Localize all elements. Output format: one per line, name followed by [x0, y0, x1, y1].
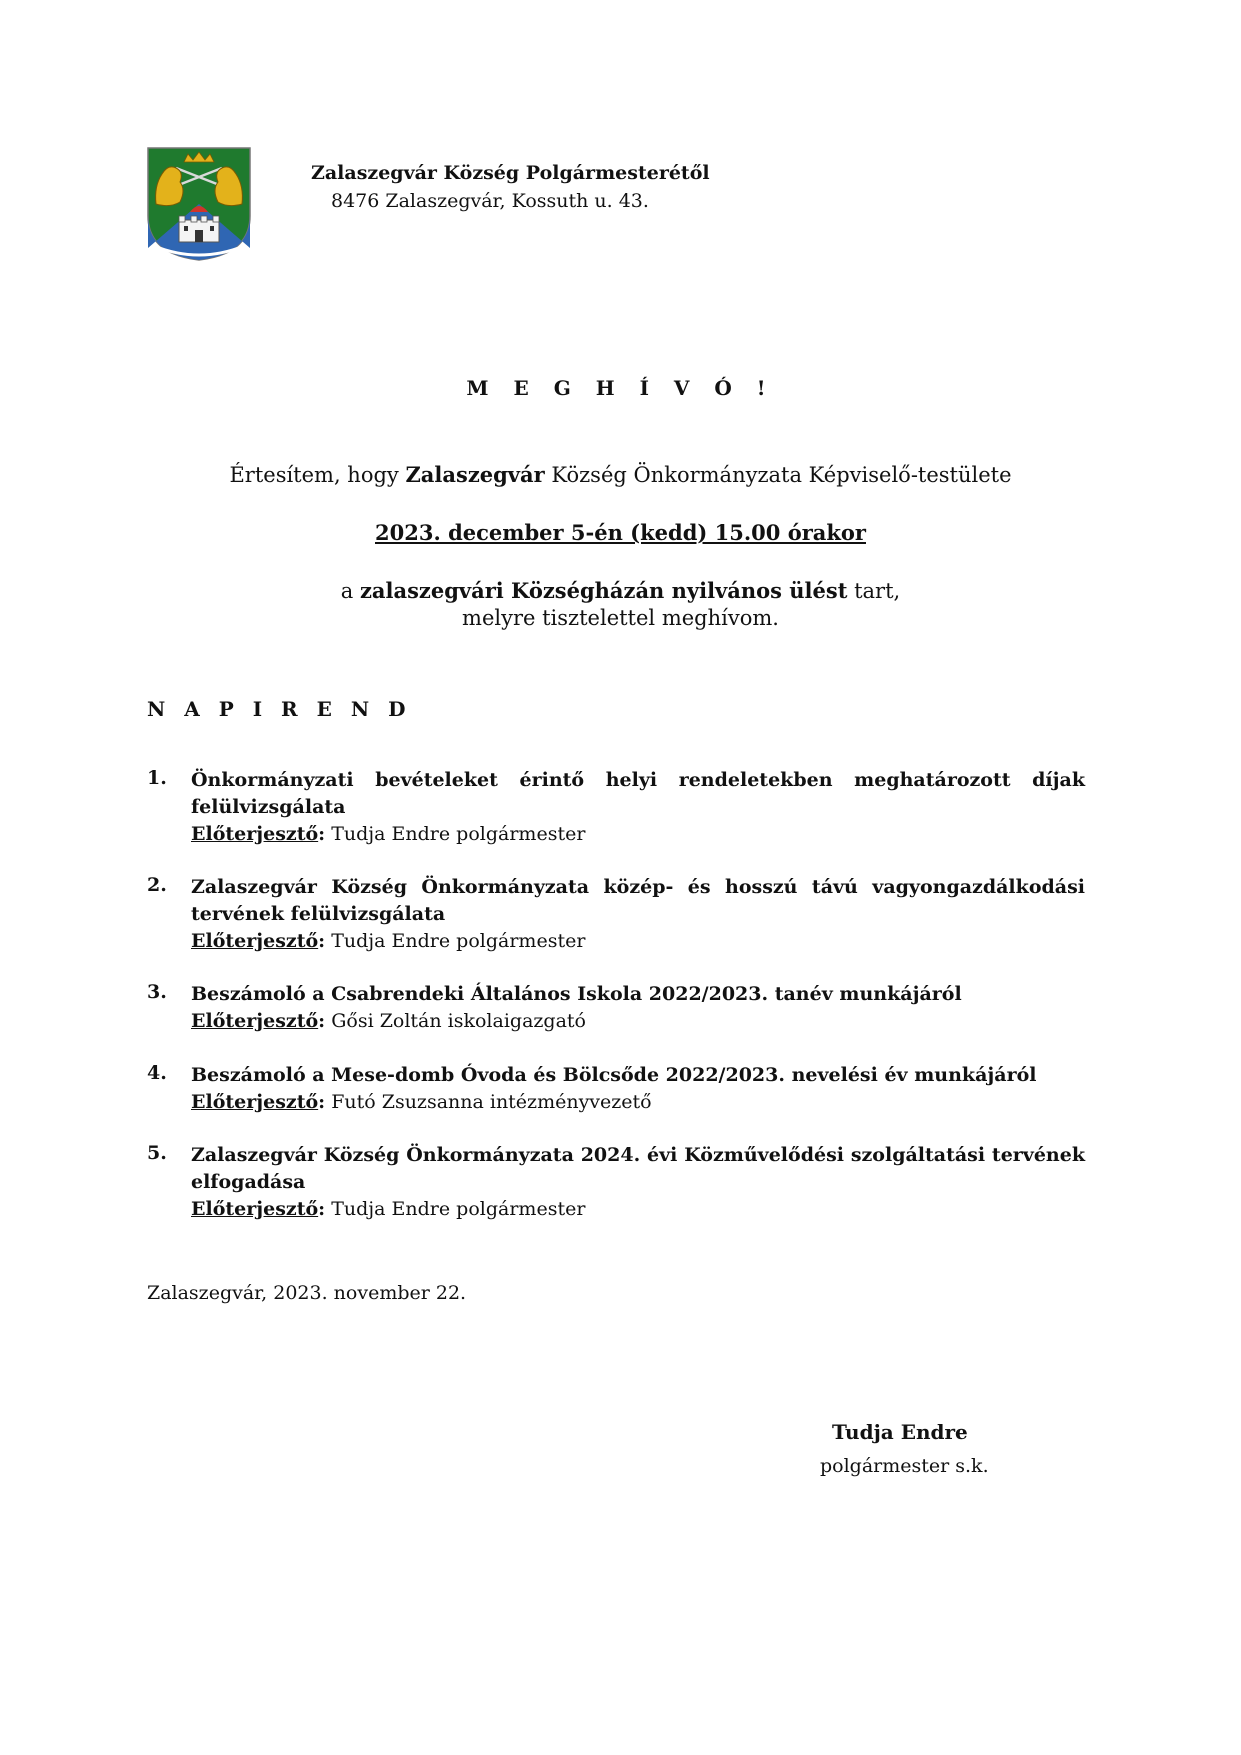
agenda-item-title: Beszámoló a Csabrendeki Általános Iskola 2022/2023. tanév munkájáról — [191, 983, 962, 1005]
venue-line — [0, 578, 1241, 603]
agenda-item-presenter — [191, 928, 1085, 955]
agenda-item-number: 4. — [147, 1062, 167, 1084]
agenda-item-presenter — [191, 1089, 1085, 1116]
presenter-name: Tudja Endre polgármester — [325, 1198, 586, 1220]
presenter-colon: : — [318, 1198, 326, 1220]
agenda-item-number: 3. — [147, 981, 167, 1003]
agenda-item-title: Zalaszegvár Község Önkormányzata közép- és hosszú távú vagyongazdálkodási tervének felülvizsgálata — [191, 876, 1085, 925]
place-and-date: Zalaszegvár, 2023. november 22. — [147, 1282, 467, 1304]
intro-municipality: Zalaszegvár — [405, 462, 545, 487]
agenda-item-title: Önkormányzati bevételeket érintő helyi rendeletekben meghatározott díjak felülvizsgálata — [191, 769, 1085, 818]
intro-pre: Értesítem, hogy — [229, 463, 406, 487]
venue-bold: zalaszegvári Községházán nyilvános ülést — [359, 578, 848, 603]
presenter-name: Tudja Endre polgármester — [325, 823, 586, 845]
agenda-item — [147, 1142, 1085, 1223]
agenda-item-title: Zalaszegvár Község Önkormányzata 2024. évi Közművelődési szolgáltatási tervének elfogadása — [191, 1144, 1085, 1193]
agenda-item-presenter — [191, 1196, 1085, 1223]
venue-pre: a — [340, 579, 360, 603]
presenter-colon: : — [318, 930, 326, 952]
agenda-item — [147, 767, 1085, 848]
presenter-colon: : — [318, 1091, 326, 1113]
meeting-datetime: 2023. december 5-én (kedd) 15.00 órakor — [375, 520, 866, 545]
presenter-label: Előterjesztő — [191, 1091, 319, 1113]
agenda-item-number: 5. — [147, 1142, 167, 1164]
agenda-item-presenter — [191, 821, 1085, 848]
sender-name: Zalaszegvár Község Polgármesterétől — [311, 162, 710, 184]
agenda-item-number: 1. — [147, 767, 167, 789]
document-title: M E G H Í V Ó ! — [466, 376, 775, 400]
presenter-colon: : — [318, 823, 326, 845]
venue-post: tart, — [847, 579, 901, 603]
agenda-item-number: 2. — [147, 874, 167, 896]
agenda-heading: N A P I R E N D — [147, 697, 412, 721]
intro-sentence — [0, 462, 1241, 487]
presenter-name: Futó Zsuzsanna intézményvezető — [325, 1091, 652, 1113]
agenda-item-presenter — [191, 1008, 1085, 1035]
agenda-item-title: Beszámoló a Mese-domb Óvoda és Bölcsőde 2022/2023. nevelési év munkájáról — [191, 1064, 1037, 1086]
presenter-label: Előterjesztő — [191, 930, 319, 952]
coat-of-arms-icon — [146, 146, 252, 262]
presenter-colon: : — [318, 1010, 326, 1032]
agenda-item — [147, 1062, 1085, 1116]
signatory-name: Tudja Endre — [832, 1420, 968, 1444]
presenter-label: Előterjesztő — [191, 1198, 319, 1220]
intro-post: Község Önkormányzata Képviselő-testülete — [544, 463, 1012, 487]
presenter-label: Előterjesztő — [191, 1010, 319, 1032]
signatory-role: polgármester s.k. — [820, 1455, 989, 1477]
presenter-label: Előterjesztő — [191, 823, 319, 845]
agenda-item — [147, 874, 1085, 955]
presenter-name: Gősi Zoltán iskolaigazgató — [325, 1010, 586, 1032]
invitation-line: melyre tisztelettel meghívom. — [462, 606, 779, 630]
sender-address: 8476 Zalaszegvár, Kossuth u. 43. — [331, 190, 649, 212]
agenda-item — [147, 981, 1085, 1035]
presenter-name: Tudja Endre polgármester — [325, 930, 586, 952]
